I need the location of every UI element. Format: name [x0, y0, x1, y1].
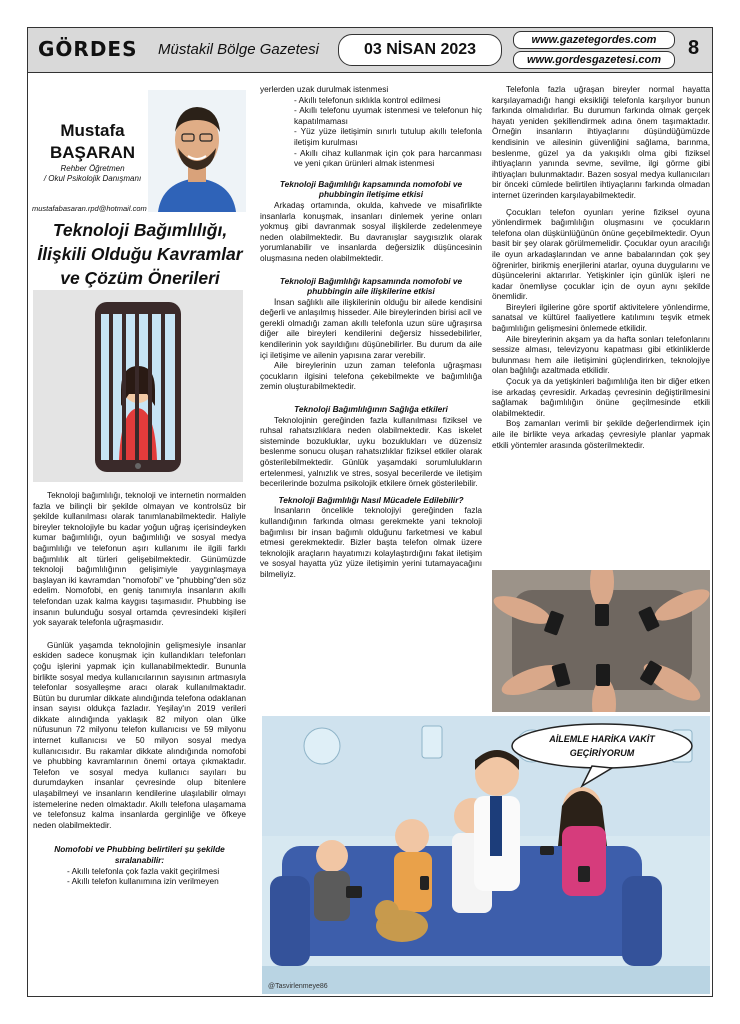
author-first-name: Mustafa [60, 121, 125, 140]
column-3 [492, 84, 710, 450]
section-heading: Teknoloji Bağımlılığının Sağlığa etkileri [294, 404, 448, 415]
paragraph: Aile bireylerinin uzun zaman telefonla uğraşması çocukların ilgisini telefona çekebilmekte ve bağımlılığa zemin oluşturabilmektedir. [260, 360, 482, 392]
author-role-line-1: Rehber Öğretmen [60, 164, 125, 173]
column-1 [33, 490, 246, 887]
section-heading: Teknoloji Bağımlılığı kapsamında nomofobi ve phubbingin iletişime etkisi [279, 178, 463, 200]
list-item: - Akıllı telefonu uyumak istenmesi ve telefonun hiç kapatılmaması [294, 105, 482, 126]
list-item: - Yüz yüze iletişimin sınırlı tutulup akıllı telefonla iletişim kurulması [294, 126, 482, 147]
author-name [40, 120, 145, 164]
family-cartoon [262, 716, 710, 994]
hands-phones-photo [492, 570, 710, 712]
paragraph: Çocuk ya da yetişkinleri bağımlılığa iten bir diğer etken ise arkadaş çevresidir. Arkadaş çevresinin değiştirilmesini sağlamak bağımlılığın önüne geçilmesinde etkili olabilmektedir. [492, 376, 710, 418]
article-headline [32, 218, 248, 290]
newspaper-subtitle: Müstakil Bölge Gazetesi [158, 41, 319, 58]
author-role [40, 164, 145, 184]
list-item: - Akıllı telefonun sıklıkla kontrol edilmesi [294, 94, 441, 105]
speech-bubble-line-2: GEÇİRİYORUM [569, 748, 635, 758]
paragraph: Telefonla fazla uğraşan bireyler normal hayatta karşılayamadığı hangi eksikliği telefonla karşılıyor bunun farkında olmalıdırlar. Bu durumun farkında olmak gerçek hayatı yeniden şekillendirmek adına önem taşımaktadır. Örneğin insanların ihtiyaçlarını düşündüğümüzde kendisinin ve ailesinin güvenliğini sağlama, barınma, beslenme, güzel ya da yakışıklı olma gibi fiziksel ihtiyaçların yanında sevme, sevilme, ilgi görme gibi ihtiyaçları bulunmaktadır. Bazen sosyal medya kullanıcıları bir önceki cümlede belirtilen ihtiyaçlarını farkında olmadan internet üzerinden karşılayabilmektedir. [492, 84, 710, 200]
paragraph: İnsanların öncelikle teknolojiyi gereğinden fazla kullandığının farkında olması gerekmekte yani teknoloji bağımlısı bir insan bağımlı olduğunu farketmesi ve kabul etmesi gerekmektedir. Bizler başta telefon olmak üzere teknolojik araçların hayatımızı kolaylaştırdığını fakat iletişim ve sosyal hayatta yüz yüze iletişimin yerini tutamayacağını bilmeliyiz. [260, 505, 482, 579]
website-link-1[interactable]: www.gazetegordes.com [513, 31, 675, 49]
section-heading: Nomofobi ve Phubbing belirtileri şu şekilde sıralanabilir: [54, 844, 225, 865]
phone-bars-icon [33, 290, 243, 482]
section-heading: Teknoloji Bağımlılığı Nasıl Mücadele Edilebilir? [278, 494, 464, 505]
author-email[interactable]: mustafabasaran.rpd@hotmail.com [32, 204, 147, 213]
issue-date: 03 NİSAN 2023 [338, 34, 502, 66]
paragraph: Teknolojinin gereğinden fazla kullanılması fiziksel ve ruhsal rahatsızlıklara neden olabilmektedir. Kas iskelet sisteminde bozukluklar, uyku bozuklukları ve düzensiz beslenme sonucu oluşan rahatsızlıklar fiziksel etkiler olarak gösterilebilmektedir. Günlük yaşamdaki sorumlulukların ertelenmesi, yalnızlık ve stres, sosyal becerilerde ve iletişim becerilerinde bozulma psikolojik etkilere örnek gösterilebilir. [260, 414, 482, 489]
list-item: - Akıllı telefon kullanımına izin verilmeyen [67, 876, 219, 887]
list-item: - Akıllı cihaz kullanmak için çok para harcanması ve yeni çıkan ürünleri almak istenmesi [294, 147, 482, 169]
headline-line-2: İlişkili Olduğu Kavramlar [37, 244, 243, 264]
headline-line-1: Teknoloji Bağımlılığı, [52, 220, 228, 240]
author-photo [148, 90, 246, 212]
paragraph: Boş zamanları verimli bir şekilde değerlendirmek için aile ile birlikte veya arkadaş çevresiyle planlar yapmak etkili yöntemler arasında gösterilmektedir. [492, 418, 710, 450]
masthead [28, 28, 712, 73]
speech-bubble-line-1: AİLEMLE HARİKA VAKİT [549, 734, 655, 744]
newspaper-title: GÖRDES [38, 37, 138, 61]
page-number: 8 [688, 37, 700, 59]
hands-with-phones-icon [492, 570, 710, 712]
author-role-line-2: / Okul Psikolojik Danışmanı [43, 174, 142, 183]
cartoon-signature: @Tasvirlenmeye86 [268, 983, 328, 990]
paragraph: Günlük yaşamda teknolojinin gelişmesiyle insanlar eskiden sadece konuşmak için kullandıkları telefonları çoğu işlerini yapmak için kullanabilmektedir. Bununla birlikte sosyal medya kullanıcılarının sayısının artmasıyla telefonlar sosyalleşme aracı olarak kullanılmaktadır. Bütün bu durumlar dikkate alındığında telefona odaklanan insan sayısı oldukça fazladır. Yeşilay'ın 2019 verileri dikkate alındığında yaklaşık 82 milyon olan ülke nüfusunun 72 milyonu telefon kullanıcısı ve 59 milyonu internet kullanıcısı ve 50 milyon sosyal medya kullanıcısıdır. Bu rakamlar dikkate alındığında nomofobi ve phubbing kavramlarının önemi ortaya çıkmaktadır. Telefon ve sosyal medya kullanıcı sayıları bu durumdayken insanlar çevresinde olup bitenlere ulaşabilmeyi ve insanların kendilerine ulaşılabilir olmayı istemelerine neden olmaktadır. Akıllı telefona ulaşamama ve telefonsuz kalma insanlarda gerginliğe ve öfkeye neden olabilmektedir. [33, 639, 246, 830]
paragraph: Arkadaş ortamında, okulda, kahvede ve misafirlikte insanlarla konuşmak, insanları dinlemek yerine onları yokmuş gibi davranmak sosyal ilişkilerde zedelenmeye neden olabilmektedir. Bu davranışlar saygısızlık olarak yorumlanabilir ve insanlarda değersizlik düşüncesinin oluşmasına neden olabilmektedir. [260, 199, 482, 263]
paragraph: Bireyleri ilgilerine göre sportif aktivitelere yönlendirme, sanatsal ve kültürel faaliyetlere katılımını teşvik etmek bağımlılığın gelişmesini önlemede etkilidir. [492, 301, 710, 334]
author-portrait-icon [148, 90, 246, 212]
website-link-2[interactable]: www.gordesgazetesi.com [513, 51, 675, 69]
paragraph: Çocukları telefon oyunları yerine fiziksel oyuna yönlendirmek bağımlılığın oluşmasını ve çocukların telefona olan düşkünlüğünün önüne geçebilmektedir. Oyun basit bir şey olarak görülmemelidir. Çocuklar oyun aracılığı ile oyun arkadaşlarından ve anne babalarından çok şey öğrenirler, birikmiş enerjilerini atarlar, oyuna duygularını ve düşüncelerini aktarırlar. Yetişkinler için günlük işleri ne kadar önemliyse çocuklar için de oyun aynı şekilde önemlidir. [492, 206, 710, 302]
list-item: - Akıllı telefonla çok fazla vakit geçirilmesi [67, 865, 220, 876]
author-last-name: BAŞARAN [50, 143, 135, 162]
paragraph: Aile bireylerinin akşam ya da hafta sonları telefonlarını sessize alması, televizyonu kapatması gibi etkinliklerde bulunması hem aile iletişimini güçlendirirken, teknolojiye olan bağlılığı azaltmada etkilidir. [492, 333, 710, 376]
paragraph: İnsan sağlıklı aile ilişkilerinin olduğu bir ailede kendisini değerli ve anlaşılmış hisseder. Aile bireylerinden birisi acil ve gerekli olmadığı zaman akıllı telefonla uzun süre uğraşırsa diğer aile bireyleri kendilerini değersiz hissedebilirler, kendilerinin yok sayıldığını düşünebilirler. Bu durum da aile içi iletişime ve ailenin yapısına zarar verebilir. [260, 296, 482, 360]
headline-line-3: ve Çözüm Önerileri [60, 268, 220, 288]
phone-prison-illustration [33, 290, 243, 482]
family-on-phones-cartoon-icon [262, 716, 710, 994]
paragraph: Teknoloji bağımlılığı, teknoloji ve internetin normalden fazla ve bilinçli bir şekilde olmayan ve kontrolsüz bir şekilde kullanılması olarak tanımlanabilmektedir. Haliyle bireyler teknolojiyle bu kadar yoğun uğraş içerisindeyken kumar bağımlılığı, oyun bağımlılığı ve sosyal medya bağımlılığı ve telefonun aşırı kullanımı ile ilgili farklı bağımlılık alt türleri gelişebilmektedir. Günümüzde teknoloji bağımlılığının gelişimiyle yaygınlaşmaya başlayan iki kavramdan "nomofobi" ve "phubbing"den söz edelim. Nomofobi, en geniş tanımıyla insanların akıllı telefondan uzak kalma kaygısı taşımasıdır. Phubbing ise insanın bulunduğu sosyal ortamda çevresindeki kişileri yok sayarak telefonla uğraşmasıdır. [33, 490, 246, 628]
column-2 [260, 84, 482, 580]
paragraph: yerlerden uzak durulmak istenmesi [260, 84, 389, 94]
section-heading: Teknoloji Bağımlılığı kapsamında nomofobi ve phubbingin aile ilişkilerine etkisi [279, 275, 463, 297]
